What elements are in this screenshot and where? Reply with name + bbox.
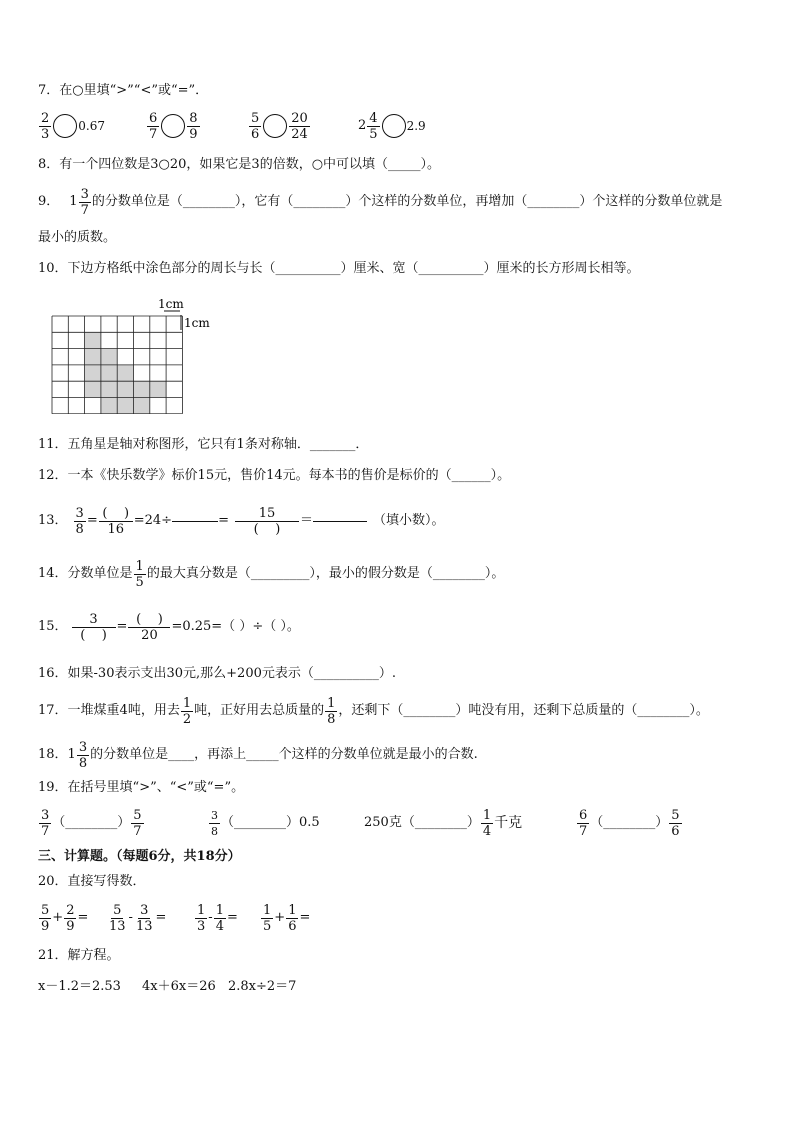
section-3-heading: 三、计算题。（每题6分，共18分） bbox=[38, 849, 241, 864]
question-16: 16．如果-30表示支出30元,那么+200元表示（__________）. bbox=[38, 666, 396, 681]
answer-blank[interactable] bbox=[313, 521, 367, 522]
label-height: 1cm bbox=[184, 316, 210, 330]
q7-item-3: $\frac{5}{6}$ $\frac{20}{24}$ bbox=[251, 110, 308, 142]
shaded-cell bbox=[150, 381, 166, 397]
q20-item-2: $\frac{5}{13}$ - $\frac{3}{13}$ = bbox=[109, 902, 167, 934]
equation-1: x－1.2＝2.53 bbox=[38, 979, 121, 994]
compare-circle[interactable] bbox=[53, 114, 77, 138]
question-17: 17．一堆煤重4吨，用去 $\frac{1}{2}$ 吨，正好用去总质量的 $\frac{1}{8}$ ，还剩下（________）吨没有用，还剩下总质量的（________）。 bbox=[38, 695, 709, 727]
equation-2: 4x＋6x＝26 bbox=[142, 979, 216, 994]
shaded-cell bbox=[117, 365, 133, 381]
q20-item-4: $\frac{1}{5}$ + $\frac{1}{6}$ = bbox=[263, 902, 311, 934]
question-18: 18． 1 $\frac{3}{8}$ 的分数单位是____，再添上_____个这样的分数单位就是最小的合数. bbox=[38, 739, 478, 771]
question-21: 21．解方程。 bbox=[38, 948, 120, 963]
q19-item-3: 250克 （________） $\frac{1}{4}$ 千克 bbox=[364, 807, 523, 839]
question-15: 15． $\frac{3}{( )}$ = $\frac{( )}{20}$ =0.25=（ ）÷（ ）。 bbox=[38, 611, 300, 643]
compare-circle[interactable] bbox=[263, 114, 287, 138]
shaded-cell bbox=[101, 398, 117, 414]
question-19-items bbox=[38, 803, 683, 843]
shaded-cell bbox=[117, 381, 133, 397]
question-7-items bbox=[38, 108, 426, 144]
q7-item-4: 2 $\frac{4}{5}$ 2.9 bbox=[358, 110, 426, 142]
compare-circle[interactable] bbox=[161, 114, 185, 138]
q19-item-4: $\frac{6}{7}$ （________） $\frac{5}{6}$ bbox=[579, 807, 680, 839]
shaded-cell bbox=[117, 398, 133, 414]
q20-item-3: $\frac{1}{3}$ - $\frac{1}{4}$ = bbox=[197, 902, 238, 934]
question-12: 12．一本《快乐数学》标价15元，售价14元。每本书的售价是标价的（______）。 bbox=[38, 468, 511, 483]
shaded-cell bbox=[85, 349, 101, 365]
question-8: 8．有一个四位数是3○20，如果它是3的倍数，○中可以填（_____）。 bbox=[38, 157, 441, 172]
answer-blank[interactable] bbox=[172, 521, 218, 522]
compare-circle[interactable] bbox=[382, 114, 406, 138]
q19-item-2: $\frac{3}{8}$ （________） 0.5 bbox=[211, 808, 320, 838]
question-21-equations bbox=[38, 978, 296, 996]
shaded-cell bbox=[85, 381, 101, 397]
question-11: 11．五角星是轴对称图形，它只有1条对称轴．_______． bbox=[38, 437, 369, 452]
shaded-cell bbox=[85, 365, 101, 381]
label-width: 1cm bbox=[158, 297, 184, 311]
question-9-continued: 最小的质数。 bbox=[38, 230, 117, 245]
q7-item-1: $\frac{2}{3}$ 0.67 bbox=[41, 110, 105, 142]
question-10: 10．下边方格纸中涂色部分的周长与长（__________）厘米、宽（__________）厘米的长方形周长相等。 bbox=[38, 261, 640, 276]
shaded-cell bbox=[101, 365, 117, 381]
question-20-items bbox=[38, 898, 310, 938]
q20-item-1: $\frac{5}{9}$ + $\frac{2}{9}$ = bbox=[41, 902, 89, 934]
question-20: 20．直接写得数． bbox=[38, 874, 146, 889]
shaded-cell bbox=[101, 381, 117, 397]
shaded-cell bbox=[134, 381, 150, 397]
grid-paper-figure bbox=[50, 296, 230, 414]
grid-lines bbox=[52, 316, 182, 414]
question-13: 13． $\frac{3}{8}$ = $\frac{( )}{16}$ =24÷ = $\frac{15}{( )}$ ＝ （填小数）。 bbox=[38, 505, 445, 537]
question-19: 19．在括号里填“>”、“<”或“=”。 bbox=[38, 780, 245, 795]
shaded-cell bbox=[134, 398, 150, 414]
q7-item-2: $\frac{6}{7}$ $\frac{8}{9}$ bbox=[149, 110, 198, 142]
shaded-region bbox=[85, 332, 167, 414]
q19-item-1: $\frac{3}{7}$ （________） $\frac{5}{7}$ bbox=[41, 807, 142, 839]
equation-3: 2.8x÷2＝7 bbox=[228, 979, 297, 994]
question-7: 7．在○里填“>”“<”或“=”． bbox=[38, 83, 209, 98]
question-9: 9． 1 $\frac{3}{7}$ 的分数单位是（________），它有（________）个这样的分数单位，再增加（________）个这样的分数单位就是 bbox=[38, 186, 723, 218]
question-14: 14．分数单位是 $\frac{1}{5}$ 的最大真分数是（_________），最小的假分数是（________）。 bbox=[38, 558, 505, 590]
shaded-cell bbox=[101, 349, 117, 365]
shaded-cell bbox=[85, 332, 101, 348]
